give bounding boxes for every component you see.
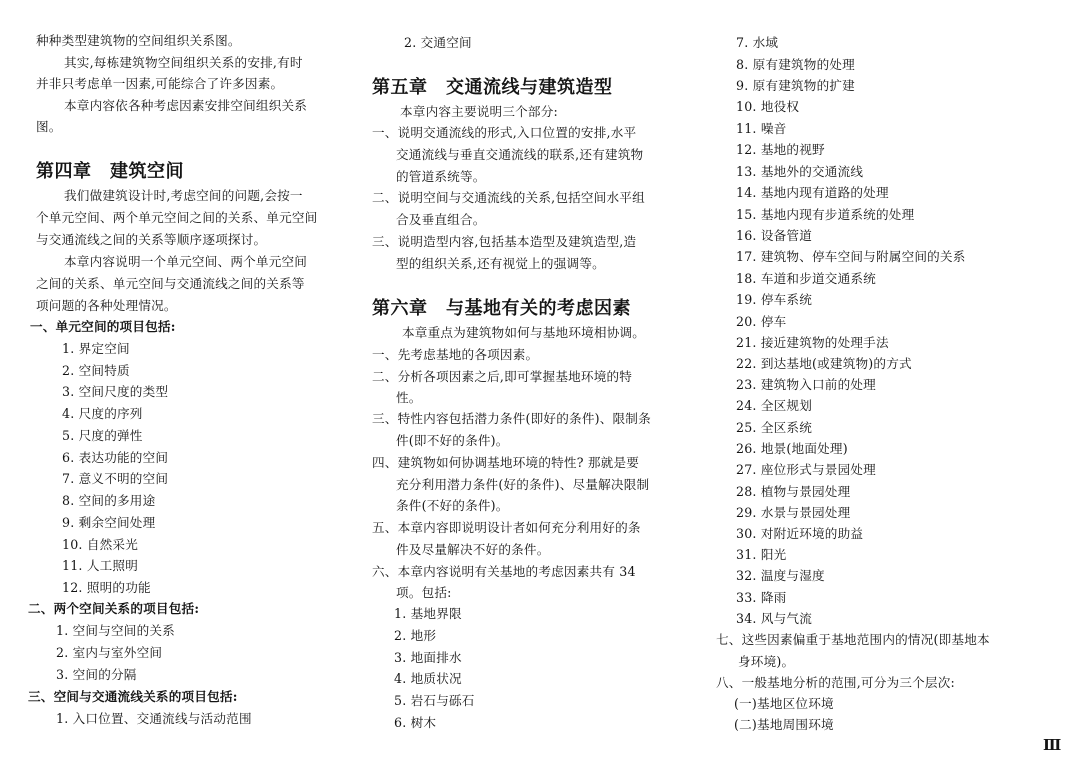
list-item: 3. 空间的分隔 xyxy=(56,667,137,682)
list-item: 28. 植物与景园处理 xyxy=(736,484,851,499)
list-item: 19. 停车系统 xyxy=(736,292,813,307)
text-line: 七、这些因素偏重于基地范围内的情况(即基地本 xyxy=(716,632,990,647)
list-item: 10. 地役权 xyxy=(736,99,800,114)
list-item: 26. 地景(地面处理) xyxy=(736,441,848,456)
list-item: 3. 地面排水 xyxy=(394,650,462,665)
list-item: 29. 水景与景园处理 xyxy=(736,505,851,520)
text-line: 与交通流线之间的关系等顺序逐项探讨。 xyxy=(36,232,267,247)
text-line: 型的组织关系,还有视觉上的强调等。 xyxy=(396,256,605,271)
text-line: 四、建筑物如何协调基地环境的特性? 那就是要 xyxy=(372,455,640,470)
text-line: 三、特性内容包括潜力条件(即好的条件)、限制条 xyxy=(372,411,651,426)
list-item: 10. 自然采光 xyxy=(62,537,139,552)
chapter-4-title: 第四章 建筑空间 xyxy=(36,161,184,182)
list-item: 16. 设备管道 xyxy=(736,228,813,243)
list-item: 4. 地质状况 xyxy=(394,671,462,686)
list-item: 34. 风与气流 xyxy=(736,611,813,626)
section-heading: 一、单元空间的项目包括: xyxy=(30,319,176,334)
list-item: 17. 建筑物、停车空间与附属空间的关系 xyxy=(736,249,966,264)
list-item: 6. 表达功能的空间 xyxy=(62,450,169,465)
text-line: 个单元空间、两个单元空间之间的关系、单元空间 xyxy=(36,210,318,225)
text-line: 一、说明交通流线的形式,入口位置的安排,水平 xyxy=(372,125,637,140)
text-line: 我们做建筑设计时,考虑空间的问题,会按一 xyxy=(64,188,303,203)
list-item: 24. 全区规划 xyxy=(736,398,813,413)
text-line: 其实,每栋建筑物空间组织关系的安排,有时 xyxy=(64,55,303,70)
list-item: 1. 入口位置、交通流线与活动范围 xyxy=(56,711,252,726)
text-line: 并非只考虑单一因素,可能综合了许多因素。 xyxy=(36,76,284,91)
list-item: 13. 基地外的交通流线 xyxy=(736,164,864,179)
text-line: 充分利用潜力条件(好的条件)、尽量解决限制 xyxy=(396,477,650,492)
text-line: 本章重点为建筑物如何与基地环境相协调。 xyxy=(402,325,646,340)
list-item: 7. 水域 xyxy=(736,35,779,50)
list-item: 27. 座位形式与景园处理 xyxy=(736,462,876,477)
text-line: 图。 xyxy=(36,119,62,134)
chapter-5-title: 第五章 交通流线与建筑造型 xyxy=(372,77,613,98)
text-line: 五、本章内容即说明设计者如何充分利用好的条 xyxy=(372,520,641,535)
text-line: 二、说明空间与交通流线的关系,包括空间水平组 xyxy=(372,190,645,205)
text-line: 件(即不好的条件)。 xyxy=(396,433,509,448)
list-item: 30. 对附近环境的助益 xyxy=(736,526,864,541)
text-line: 身环境)。 xyxy=(738,654,795,669)
text-line: 三、说明造型内容,包括基本造型及建筑造型,造 xyxy=(372,234,637,249)
section-heading: 三、空间与交通流线关系的项目包括: xyxy=(28,689,238,704)
list-item: 9. 原有建筑物的扩建 xyxy=(736,78,855,93)
text-line: 件及尽量解决不好的条件。 xyxy=(396,542,550,557)
list-item: 11. 噪音 xyxy=(736,121,787,136)
list-item: 18. 车道和步道交通系统 xyxy=(736,271,876,286)
text-line: 性。 xyxy=(396,390,422,405)
list-item: 6. 树木 xyxy=(394,715,437,730)
text-line: 六、本章内容说明有关基地的考虑因素共有 34 xyxy=(372,564,636,579)
list-item: 23. 建筑物入口前的处理 xyxy=(736,377,876,392)
list-item: 4. 尺度的序列 xyxy=(62,406,143,421)
list-item: 3. 空间尺度的类型 xyxy=(62,384,169,399)
text-line: 条件(不好的条件)。 xyxy=(396,498,509,513)
text-line: 项问题的各种处理情况。 xyxy=(36,298,177,313)
list-item: 25. 全区系统 xyxy=(736,420,813,435)
list-item: 31. 阳光 xyxy=(736,547,787,562)
list-item: 32. 温度与湿度 xyxy=(736,568,825,583)
list-item: 12. 照明的功能 xyxy=(62,580,151,595)
text-line: 的管道系统等。 xyxy=(396,169,486,184)
list-item: 1. 界定空间 xyxy=(62,341,130,356)
list-item: 21. 接近建筑物的处理手法 xyxy=(736,335,889,350)
list-item: (二)基地周围环境 xyxy=(734,717,834,732)
text-line: 二、分析各项因素之后,即可掌握基地环境的特 xyxy=(372,369,633,384)
list-item: 14. 基地内现有道路的处理 xyxy=(736,185,889,200)
list-item: 20. 停车 xyxy=(736,314,787,329)
section-heading: 二、两个空间关系的项目包括: xyxy=(28,601,200,616)
text-line: 合及垂直组合。 xyxy=(396,212,486,227)
list-item: 1. 空间与空间的关系 xyxy=(56,623,175,638)
list-item: 15. 基地内现有步道系统的处理 xyxy=(736,207,915,222)
text-line: 八、一般基地分析的范围,可分为三个层次: xyxy=(716,675,955,690)
list-item: 5. 尺度的弹性 xyxy=(62,428,143,443)
text-line: 种种类型建筑物的空间组织关系图。 xyxy=(36,33,241,48)
text-line: 本章内容主要说明三个部分: xyxy=(400,104,558,119)
list-item: 8. 原有建筑物的处理 xyxy=(736,57,855,72)
text-line: 之间的关系、单元空间与交通流线之间的关系等 xyxy=(36,276,305,291)
list-item: 2. 地形 xyxy=(394,628,437,643)
list-item: 2. 交通空间 xyxy=(404,35,472,50)
list-item: 1. 基地界限 xyxy=(394,606,462,621)
text-line: 本章内容说明一个单元空间、两个单元空间 xyxy=(64,254,308,269)
text-line: 本章内容依各种考虑因素安排空间组织关系 xyxy=(64,98,308,113)
chapter-6-title: 第六章 与基地有关的考虑因素 xyxy=(372,298,631,319)
list-item: (一)基地区位环境 xyxy=(734,696,834,711)
list-item: 22. 到达基地(或建筑物)的方式 xyxy=(736,356,912,371)
text-line: 交通流线与垂直交通流线的联系,还有建筑物 xyxy=(396,147,644,162)
list-item: 7. 意义不明的空间 xyxy=(62,471,169,486)
list-item: 2. 空间特质 xyxy=(62,363,130,378)
list-item: 33. 降雨 xyxy=(736,590,787,605)
list-item: 11. 人工照明 xyxy=(62,558,139,573)
page-number: Ⅲ xyxy=(1043,736,1062,754)
text-line: 项。包括: xyxy=(396,585,452,600)
list-item: 5. 岩石与砾石 xyxy=(394,693,475,708)
list-item: 8. 空间的多用途 xyxy=(62,493,156,508)
text-line: 一、先考虑基地的各项因素。 xyxy=(372,347,539,362)
list-item: 12. 基地的视野 xyxy=(736,142,825,157)
list-item: 2. 室内与室外空间 xyxy=(56,645,163,660)
list-item: 9. 剩余空间处理 xyxy=(62,515,156,530)
